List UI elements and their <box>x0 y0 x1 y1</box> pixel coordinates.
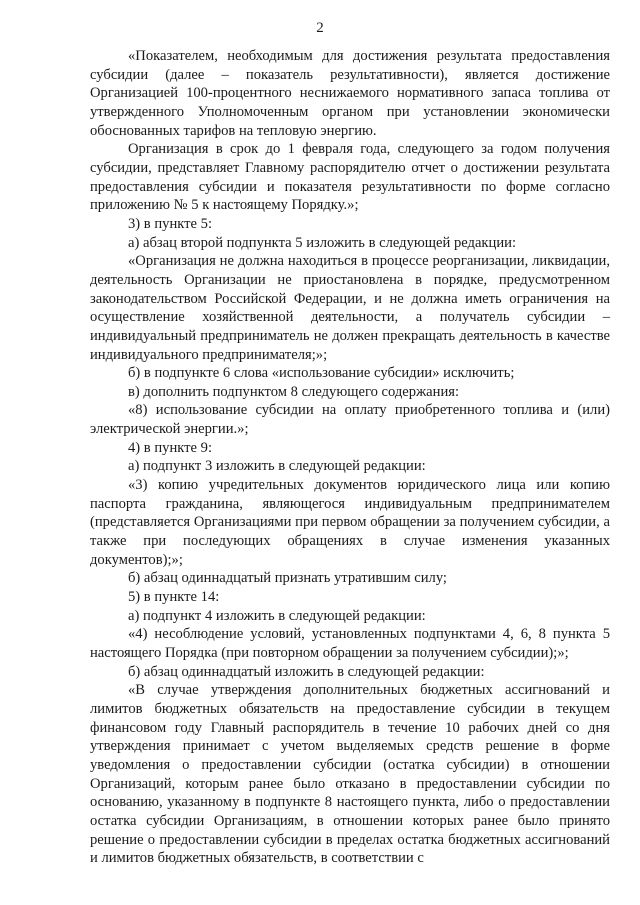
paragraph: а) абзац второй подпункта 5 изложить в следующей редакции: <box>128 234 517 251</box>
paragraph: б) абзац одиннадцатый изложить в следующей редакции: <box>128 663 485 680</box>
document-body <box>90 47 610 868</box>
paragraph: в) дополнить подпунктом 8 следующего содержания: <box>128 383 460 400</box>
paragraph: 3) в пункте 5: <box>128 215 213 232</box>
paragraph: а) подпункт 3 изложить в следующей редакции: <box>128 458 426 475</box>
paragraph: «В случае утверждения дополнительных бюджетных ассигнований и лимитов бюджетных обязательств на предоставление субсидии в текущем финансовом году Главный распорядитель в течение 10 рабочих дней со дня утверждения принимает с учетом выделяемых средств решение в форме уведомления о предоставлении субсидии (остатка субсидии) в отношении Организаций, которым ранее было отказано в предоставлении субсидии по основанию, указанному в подпункте 8 настоящего пункта, либо о предоставлении остатка субсидии Организациям, в отношении которых ранее было принято решение о предоставлении субсидии в пределах остатка бюджетных ассигнований и лимитов бюджетных обязательств, в соответствии с <box>90 682 610 867</box>
paragraph: «Организация не должна находиться в процессе реорганизации, ликвидации, деятельность Организации не приостановлена в порядке, предусмотренном законодательством Российской Федерации, и не должна иметь ограничения на осуществление хозяйственной деятельности, а получатель субсидии – индивидуальный предприниматель не должен прекращать деятельность в качестве индивидуального предпринимателя;»; <box>90 253 610 363</box>
paragraph: 5) в пункте 14: <box>128 589 220 606</box>
paragraph: 4) в пункте 9: <box>128 439 213 456</box>
paragraph: «8) использование субсидии на оплату приобретенного топлива и (или) электрической энергии.»; <box>90 402 610 438</box>
paragraph: б) в подпункте 6 слова «использование субсидии» исключить; <box>128 365 515 382</box>
page-number: 2 <box>316 20 324 36</box>
paragraph: «3) копию учредительных документов юридического лица или копию паспорта гражданина, являющегося индивидуальным предпринимателем (представляется Организациями при первом обращении за получением субсидии, а также при последующих обращениях в случае изменения указанных документов);»; <box>90 477 610 568</box>
paragraph: б) абзац одиннадцатый признать утратившим силу; <box>128 570 447 587</box>
paragraph: Организация в срок до 1 февраля года, следующего за годом получения субсидии, представляет Главному распорядителю отчет о достижении результата предоставления субсидии и показателя результативности по форме согласно приложению № 5 к настоящему Порядку.»; <box>90 141 610 214</box>
paragraph: а) подпункт 4 изложить в следующей редакции: <box>128 607 426 624</box>
paragraph: «4) несоблюдение условий, установленных подпунктами 4, 6, 8 пункта 5 настоящего Порядка (при повторном обращении за получением субсидии);»; <box>90 626 610 661</box>
paragraph: «Показателем, необходимым для достижения результата предоставления субсидии (далее – показатель результативности), является достижение Организацией 100-процентного неснижаемого нормативного запаса топлива от утвержденного Уполномоченным органом при установлении экономически обоснованных тарифов на тепловую энергию. <box>90 48 610 139</box>
